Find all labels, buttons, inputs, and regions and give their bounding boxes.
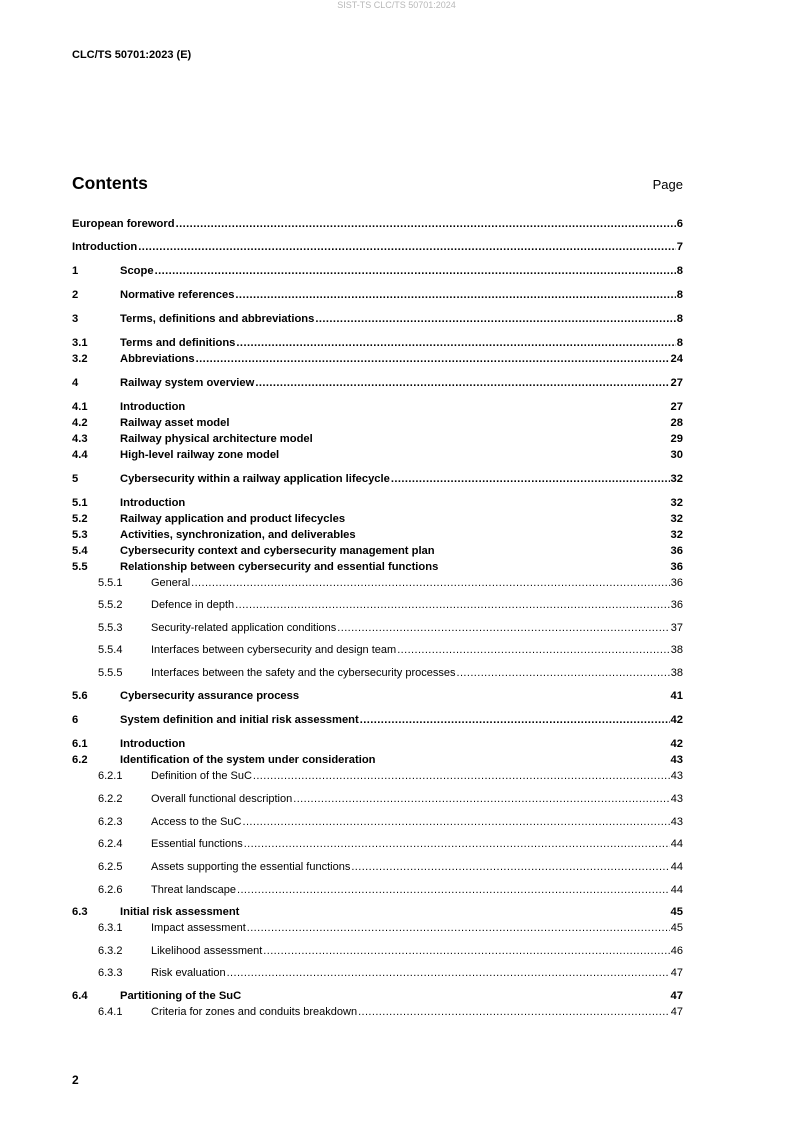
toc-entry[interactable] — [98, 815, 683, 829]
toc-entry[interactable] — [98, 966, 683, 980]
toc-entry[interactable] — [98, 1005, 683, 1019]
dot-leader — [237, 883, 670, 897]
toc-entry-title[interactable]: General — [151, 577, 191, 589]
toc-entry-page[interactable]: 44 — [670, 884, 683, 896]
toc-entry-number: 5.5 — [72, 561, 88, 573]
dot-leader — [196, 352, 670, 366]
toc-entry[interactable] — [98, 944, 683, 958]
toc-entry-page[interactable]: 36 — [670, 545, 683, 557]
toc-entry-title[interactable]: Railway system overview — [120, 377, 255, 389]
toc-entry-page[interactable]: 8 — [676, 313, 683, 325]
dot-leader — [358, 1005, 670, 1019]
toc-entry-page[interactable]: 41 — [670, 690, 683, 702]
toc-entry-page[interactable]: 47 — [670, 990, 683, 1002]
toc-entry-title[interactable]: Access to the SuC — [151, 816, 242, 828]
toc-entry-title[interactable]: Railway application and product lifecycles — [120, 513, 346, 525]
toc-entry-page[interactable]: 42 — [670, 714, 683, 726]
toc-entry-title[interactable]: Introduction — [120, 738, 186, 750]
toc-entry[interactable] — [98, 666, 683, 680]
toc-entry-page[interactable]: 42 — [670, 738, 683, 750]
toc-entry-title[interactable]: Introduction — [120, 497, 186, 509]
toc-entry-number: 4.2 — [72, 417, 88, 429]
toc-entry-title[interactable]: Impact assessment — [151, 922, 246, 934]
toc-entry[interactable] — [72, 528, 683, 542]
toc-entry-page[interactable]: 44 — [670, 861, 683, 873]
toc-entry-number: 2 — [72, 289, 79, 301]
toc-entry-title[interactable]: Definition of the SuC — [151, 770, 252, 782]
toc-entry[interactable] — [98, 598, 683, 612]
toc-entry[interactable] — [98, 921, 683, 935]
toc-entry-title[interactable]: Abbreviations — [120, 353, 195, 365]
dot-leader — [138, 240, 676, 254]
toc-entry-title[interactable]: European foreword — [72, 218, 175, 230]
toc-entry[interactable] — [72, 376, 683, 390]
toc-entry-page[interactable]: 43 — [670, 816, 683, 828]
toc-entry-number: 4.1 — [72, 401, 88, 413]
toc-entry[interactable] — [72, 512, 683, 526]
toc-entry-number: 6.2.3 — [98, 816, 123, 828]
dot-leader — [457, 666, 670, 680]
toc-entry-title[interactable]: Identification of the system under consideration — [120, 754, 376, 766]
footer-page-number: 2 — [72, 1073, 79, 1087]
toc-entry-number: 5.5.4 — [98, 644, 123, 656]
toc-entry-number: 5.6 — [72, 690, 88, 702]
toc-entry-number: 6.4 — [72, 990, 88, 1002]
toc-entry-page[interactable]: 32 — [670, 513, 683, 525]
dot-leader — [155, 264, 676, 278]
toc-entry[interactable] — [72, 689, 683, 703]
toc-entry-page[interactable]: 44 — [670, 838, 683, 850]
toc-entry[interactable] — [72, 400, 683, 414]
toc-entry-number: 6.2 — [72, 754, 88, 766]
toc-entry-page[interactable]: 36 — [670, 577, 683, 589]
toc-entry[interactable] — [98, 860, 683, 874]
toc-entry-number: 6.2.6 — [98, 884, 123, 896]
toc-entry-page[interactable]: 38 — [670, 667, 683, 679]
dot-leader — [243, 815, 670, 829]
toc-entry-title[interactable]: Terms, definitions and abbreviations — [120, 313, 315, 325]
toc-entry-page[interactable]: 38 — [670, 644, 683, 656]
toc-entry-number: 5.5.1 — [98, 577, 123, 589]
toc-entry-number: 5.4 — [72, 545, 88, 557]
toc-entry-title[interactable]: Railway physical architecture model — [120, 433, 313, 445]
toc-entry-page[interactable]: 36 — [670, 561, 683, 573]
toc-entry-title[interactable]: System definition and initial risk assessment — [120, 714, 359, 726]
toc-entry-page[interactable]: 32 — [670, 473, 683, 485]
toc-entry-title[interactable]: Relationship between cybersecurity and essential functions — [120, 561, 439, 573]
toc-entry[interactable] — [72, 336, 683, 350]
toc-entry-number: 5.5.3 — [98, 622, 123, 634]
toc-entry-title[interactable]: Cybersecurity context and cybersecurity management plan — [120, 545, 435, 557]
toc-entry-number: 3.1 — [72, 337, 88, 349]
toc-entry[interactable] — [72, 737, 683, 751]
toc-entry-page[interactable]: 43 — [670, 770, 683, 782]
dot-leader — [391, 472, 670, 486]
toc-entry[interactable] — [98, 621, 683, 635]
page-column-label: Page — [652, 177, 683, 192]
toc-entry[interactable] — [72, 560, 683, 574]
watermark: SIST-TS CLC/TS 50701:2024 — [337, 0, 456, 10]
toc-entry-page[interactable]: 30 — [670, 449, 683, 461]
toc-entry-number: 5.1 — [72, 497, 88, 509]
toc-entry-title[interactable]: Likelihood assessment — [151, 945, 263, 957]
toc-entry[interactable] — [72, 432, 683, 446]
toc-entry-number: 6.4.1 — [98, 1006, 123, 1018]
toc-entry[interactable] — [98, 883, 683, 897]
toc-entry-number: 5.5.2 — [98, 599, 123, 611]
toc-entry-number: 6.3.1 — [98, 922, 123, 934]
toc-entry[interactable] — [72, 240, 683, 254]
toc-entry[interactable] — [98, 837, 683, 851]
toc-entry-page[interactable]: 32 — [670, 529, 683, 541]
toc-entry[interactable] — [72, 217, 683, 231]
toc-entry-title[interactable]: Normative references — [120, 289, 235, 301]
toc-entry[interactable] — [72, 713, 683, 727]
toc-entry[interactable] — [72, 544, 683, 558]
toc-entry[interactable] — [98, 769, 683, 783]
toc-entry-page[interactable]: 8 — [676, 265, 683, 277]
toc-entry-page[interactable]: 32 — [670, 497, 683, 509]
toc-entry-title[interactable]: Assets supporting the essential functions — [151, 861, 351, 873]
toc-entry-title[interactable]: Scope — [120, 265, 154, 277]
dot-leader — [235, 598, 670, 612]
toc-entry-title[interactable]: Activities, synchronization, and deliverables — [120, 529, 356, 541]
toc-entry-number: 6.2.2 — [98, 793, 123, 805]
dot-leader — [255, 376, 669, 390]
toc-entry-number: 4.4 — [72, 449, 88, 461]
toc-entry-number: 6 — [72, 714, 79, 726]
toc-entry-number: 6.1 — [72, 738, 88, 750]
toc-entry[interactable] — [72, 288, 683, 302]
toc-entry-page[interactable]: 43 — [670, 754, 683, 766]
toc-entry-title[interactable]: High-level railway zone model — [120, 449, 280, 461]
document-id-header: CLC/TS 50701:2023 (E) — [72, 49, 192, 61]
toc-entry-title[interactable]: Threat landscape — [151, 884, 236, 896]
toc-entry-title[interactable]: Security-related application conditions — [151, 622, 337, 634]
toc-entry-page[interactable]: 28 — [670, 417, 683, 429]
toc-entry-page[interactable]: 29 — [670, 433, 683, 445]
toc-entry-number: 3 — [72, 313, 79, 325]
toc-entry[interactable] — [98, 643, 683, 657]
toc-entry-title[interactable]: Introduction — [120, 401, 186, 413]
toc-entry-page[interactable]: 36 — [670, 599, 683, 611]
toc-entry-number: 4 — [72, 377, 79, 389]
toc-entry-number: 3.2 — [72, 353, 88, 365]
toc-entry-title[interactable]: Terms and definitions — [120, 337, 236, 349]
toc-entry[interactable] — [98, 792, 683, 806]
toc-entry-page[interactable]: 45 — [670, 906, 683, 918]
dot-leader — [244, 837, 670, 851]
toc-entry-page[interactable]: 47 — [670, 1006, 683, 1018]
toc-entry-number: 5.2 — [72, 513, 88, 525]
toc-entry[interactable] — [72, 312, 683, 326]
toc-entry-page[interactable]: 8 — [676, 337, 683, 349]
toc-entry-number: 1 — [72, 265, 79, 277]
toc-entry[interactable] — [72, 989, 683, 1003]
toc-entry-page[interactable]: 24 — [670, 353, 683, 365]
dot-leader — [293, 792, 670, 806]
toc-entry[interactable] — [72, 416, 683, 430]
toc-entry-page[interactable]: 45 — [670, 922, 683, 934]
toc-entry[interactable] — [72, 264, 683, 278]
toc-entry-page[interactable]: 43 — [670, 793, 683, 805]
dot-leader — [191, 576, 670, 590]
toc-entry-page[interactable]: 46 — [670, 945, 683, 957]
dot-leader — [176, 217, 676, 231]
toc-entry-page[interactable]: 27 — [670, 401, 683, 413]
dot-leader — [227, 966, 670, 980]
toc-entry-title[interactable]: Partitioning of the SuC — [120, 990, 242, 1002]
dot-leader — [337, 621, 669, 635]
toc-entry-title[interactable]: Risk evaluation — [151, 967, 226, 979]
toc-entry[interactable] — [72, 472, 683, 486]
toc-entry-page[interactable]: 47 — [670, 967, 683, 979]
toc-entry-number: 6.3.3 — [98, 967, 123, 979]
contents-heading: Contents — [72, 173, 148, 193]
toc-entry[interactable] — [72, 448, 683, 462]
toc-entry-title[interactable]: Essential functions — [151, 838, 243, 850]
toc-entry[interactable] — [98, 576, 683, 590]
toc-entry-number: 6.2.1 — [98, 770, 123, 782]
dot-leader — [236, 336, 675, 350]
dot-leader — [360, 713, 670, 727]
toc-entry-title[interactable]: Interfaces between the safety and the cybersecurity processes — [151, 667, 456, 679]
dot-leader — [263, 944, 669, 958]
toc-entry-number: 6.2.5 — [98, 861, 123, 873]
toc-entry-title[interactable]: Defence in depth — [151, 599, 235, 611]
toc-entry-number: 5 — [72, 473, 79, 485]
toc-entry-title[interactable]: Cybersecurity assurance process — [120, 690, 300, 702]
toc-entry[interactable] — [72, 496, 683, 510]
toc-entry-page[interactable]: 37 — [670, 622, 683, 634]
toc-entry-title[interactable]: Initial risk assessment — [120, 906, 240, 918]
toc-entry-page[interactable]: 27 — [670, 377, 683, 389]
dot-leader — [351, 860, 669, 874]
toc-entry-number: 5.5.5 — [98, 667, 123, 679]
toc-entry-page[interactable]: 7 — [676, 241, 683, 253]
toc-entry-number: 4.3 — [72, 433, 88, 445]
toc-entry-title[interactable]: Criteria for zones and conduits breakdown — [151, 1006, 358, 1018]
toc-entry-page[interactable]: 6 — [676, 218, 683, 230]
dot-leader — [235, 288, 675, 302]
dot-leader — [253, 769, 670, 783]
toc-entry-title[interactable]: Cybersecurity within a railway application lifecycle — [120, 473, 390, 485]
toc-entry[interactable] — [72, 905, 683, 919]
toc-entry-number: 6.2.4 — [98, 838, 123, 850]
dot-leader — [247, 921, 670, 935]
toc-entry-title[interactable]: Overall functional description — [151, 793, 293, 805]
toc-entry-number: 6.3.2 — [98, 945, 123, 957]
toc-entry-page[interactable]: 8 — [676, 289, 683, 301]
toc-entry-number: 5.3 — [72, 529, 88, 541]
toc-entry-title[interactable]: Introduction — [72, 241, 138, 253]
toc-entry-number: 6.3 — [72, 906, 88, 918]
toc-entry[interactable] — [72, 352, 683, 366]
toc-entry[interactable] — [72, 753, 683, 767]
dot-leader — [397, 643, 670, 657]
toc-entry-title[interactable]: Railway asset model — [120, 417, 230, 429]
toc-entry-title[interactable]: Interfaces between cybersecurity and design team — [151, 644, 397, 656]
dot-leader — [315, 312, 675, 326]
